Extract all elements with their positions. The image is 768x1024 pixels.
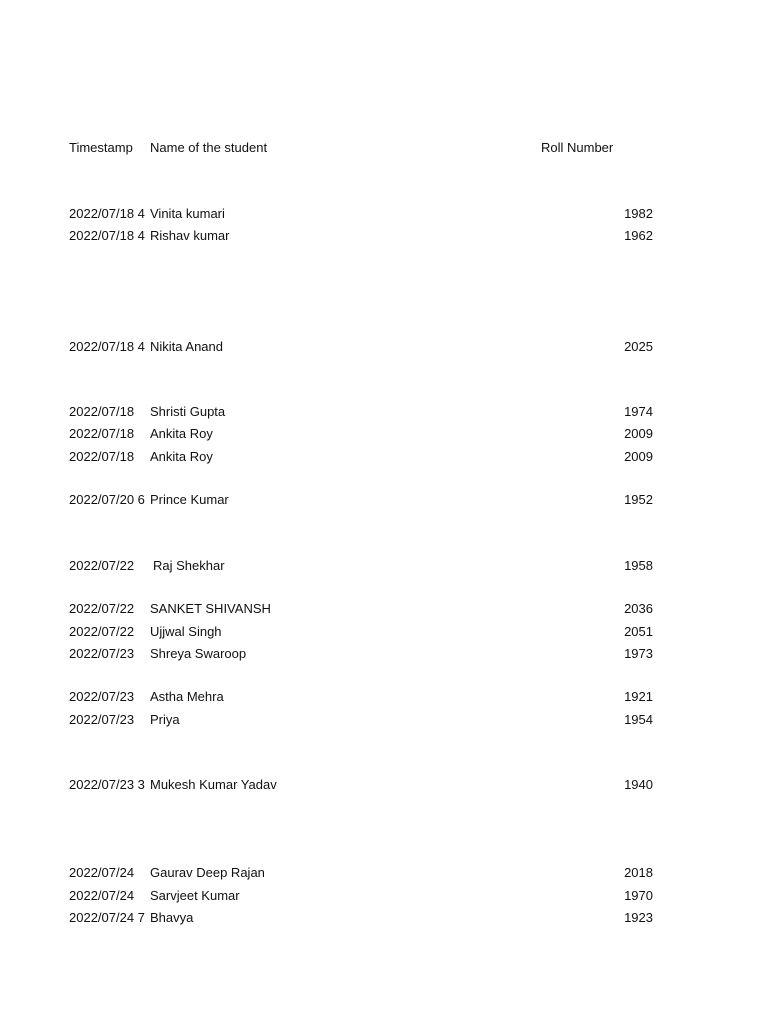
roll-number-cell: 1974 — [624, 404, 653, 419]
timestamp-cell: 2022/07/18 — [69, 449, 149, 465]
roll-number-cell: 2025 — [624, 339, 653, 354]
timestamp-cell: 2022/07/18 4 — [69, 206, 149, 222]
student-name-cell: Raj Shekhar — [153, 558, 225, 573]
student-name-cell: Ujjwal Singh — [150, 624, 222, 639]
student-name-cell: Ankita Roy — [150, 426, 213, 441]
student-name-cell: Prince Kumar — [150, 492, 229, 507]
student-name-cell: SANKET SHIVANSH — [150, 601, 271, 616]
header-student-name: Name of the student — [150, 140, 268, 155]
student-name-cell: Priya — [150, 712, 180, 727]
student-name-cell: Sarvjeet Kumar — [150, 888, 240, 903]
roll-number-cell: 2018 — [624, 865, 653, 880]
timestamp-cell: 2022/07/24 7 — [69, 910, 149, 926]
timestamp-cell: 2022/07/23 — [69, 689, 149, 705]
roll-number-cell: 1982 — [624, 206, 653, 221]
header-roll-number: Roll Number — [541, 140, 614, 155]
student-name-cell: Shreya Swaroop — [150, 646, 247, 661]
roll-number-cell: 1970 — [624, 888, 653, 903]
roll-number-cell: 1952 — [624, 492, 653, 507]
timestamp-cell: 2022/07/23 — [69, 712, 149, 728]
student-name-cell: Vinita kumari — [150, 206, 225, 221]
timestamp-cell: 2022/07/18 — [69, 404, 149, 420]
roll-number-cell: 1958 — [624, 558, 653, 573]
student-name-cell: Gaurav Deep Rajan — [150, 865, 265, 880]
roll-number-cell: 1923 — [624, 910, 653, 925]
timestamp-cell: 2022/07/23 3 — [69, 777, 149, 793]
roll-number-cell: 1940 — [624, 777, 653, 792]
timestamp-cell: 2022/07/18 4 — [69, 339, 149, 355]
roll-number-cell: 2036 — [624, 601, 653, 616]
student-name-cell: Nikita Anand — [150, 339, 223, 354]
roll-number-cell: 2051 — [624, 624, 653, 639]
roll-number-cell: 1954 — [624, 712, 653, 727]
roll-number-cell: 2009 — [624, 426, 653, 441]
student-name-cell: Astha Mehra — [150, 689, 224, 704]
roll-number-cell: 1921 — [624, 689, 653, 704]
student-name-cell: Bhavya — [150, 910, 194, 925]
timestamp-cell: 2022/07/24 — [69, 865, 149, 881]
timestamp-cell: 2022/07/22 — [69, 624, 149, 640]
timestamp-cell: 2022/07/20 6 — [69, 492, 149, 508]
header-timestamp: Timestamp — [69, 140, 133, 155]
student-name-cell: Ankita Roy — [150, 449, 213, 464]
student-name-cell: Shristi Gupta — [150, 404, 226, 419]
timestamp-cell: 2022/07/24 — [69, 888, 149, 904]
roll-number-cell: 2009 — [624, 449, 653, 464]
student-name-cell: Mukesh Kumar Yadav — [150, 777, 277, 792]
timestamp-cell: 2022/07/22 — [69, 601, 149, 617]
timestamp-cell: 2022/07/18 — [69, 426, 149, 442]
roll-number-cell: 1962 — [624, 228, 653, 243]
student-name-cell: Rishav kumar — [150, 228, 230, 243]
timestamp-cell: 2022/07/23 — [69, 646, 149, 662]
timestamp-cell: 2022/07/22 — [69, 558, 149, 574]
timestamp-cell: 2022/07/18 4 — [69, 228, 149, 244]
roll-number-cell: 1973 — [624, 646, 653, 661]
